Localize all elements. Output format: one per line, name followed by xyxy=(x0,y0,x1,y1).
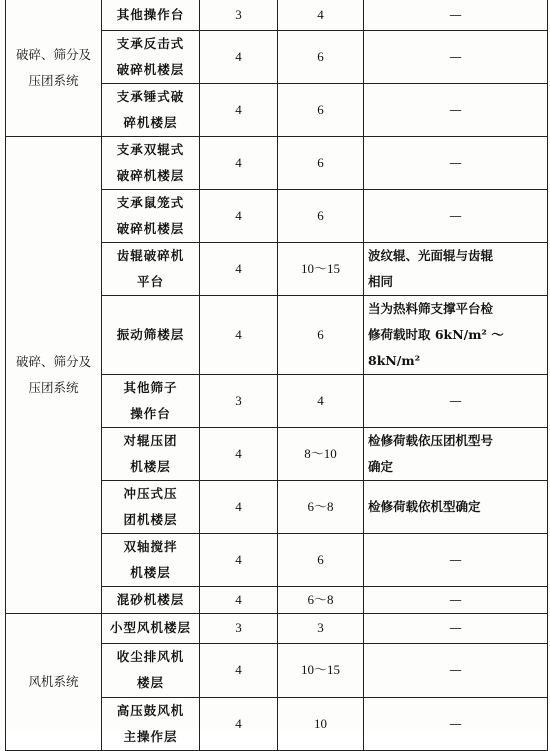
value-a-cell xyxy=(200,295,278,374)
system-group-cell xyxy=(6,613,102,750)
value-a-cell-text: 4 xyxy=(235,207,242,223)
load-spec-table xyxy=(5,0,548,751)
location-cell xyxy=(102,374,200,427)
location-cell-text: 高压鼓风机 主操作层 xyxy=(116,702,185,744)
location-cell-text: 冲压式压 团机楼层 xyxy=(123,485,178,527)
value-b-cell-text: 6 xyxy=(317,207,324,223)
location-cell-text: 其他筛子 操作台 xyxy=(123,379,178,421)
value-b-cell xyxy=(278,427,364,480)
system-name: 破碎、筛分及 压团系统 xyxy=(15,46,91,88)
note-cell xyxy=(364,0,548,30)
note-cell-text: — xyxy=(449,392,462,408)
value-a-cell xyxy=(200,242,278,295)
value-b-cell-text: 10 xyxy=(314,715,327,731)
note-cell xyxy=(364,374,548,427)
value-a-cell xyxy=(200,613,278,643)
note-cell-text: 检修荷载依机型确定 xyxy=(368,498,481,514)
location-cell xyxy=(102,189,200,242)
value-b-cell-text: 10～15 xyxy=(300,260,340,276)
note-cell xyxy=(364,30,548,83)
table-row xyxy=(6,613,548,643)
note-cell xyxy=(364,697,548,750)
value-b-cell-text: 6 xyxy=(317,48,324,64)
note-cell xyxy=(364,613,548,643)
value-b-cell-text: 4 xyxy=(317,6,324,22)
note-cell xyxy=(364,643,548,697)
note-cell-text: — xyxy=(449,154,462,170)
location-cell xyxy=(102,427,200,480)
location-cell-text: 支承双辊式 破碎机楼层 xyxy=(116,141,185,183)
location-cell-text: 对辊压团 机楼层 xyxy=(123,432,178,474)
table-row xyxy=(6,136,548,189)
value-b-cell xyxy=(278,586,364,613)
system-group-cell xyxy=(6,0,102,136)
value-b-cell-text: 4 xyxy=(317,392,324,408)
location-cell-text: 支承锤式破 碎机楼层 xyxy=(116,88,185,130)
note-cell xyxy=(364,136,548,189)
value-a-cell-text: 4 xyxy=(235,551,242,567)
value-a-cell xyxy=(200,0,278,30)
value-a-cell-text: 4 xyxy=(235,326,242,342)
value-a-cell xyxy=(200,189,278,242)
note-cell-text: 当为热料筛支撑平台检 修荷载时取 6kN/m² ～ 8kN/m² xyxy=(368,300,504,368)
note-cell-text: — xyxy=(449,662,462,677)
value-b-cell xyxy=(278,189,364,242)
value-b-cell xyxy=(278,30,364,83)
value-b-cell-text: 6 xyxy=(317,326,324,342)
location-cell-text: 振动筛楼层 xyxy=(116,326,185,342)
location-cell-text: 齿辊破碎机 平台 xyxy=(116,247,185,289)
location-cell-text: 其他操作台 xyxy=(116,6,185,22)
location-cell-text: 小型风机楼层 xyxy=(109,620,191,635)
value-a-cell-text: 3 xyxy=(235,620,242,635)
table-body xyxy=(6,0,548,750)
value-b-cell-text: 6～8 xyxy=(307,591,334,607)
note-cell-text: — xyxy=(449,101,462,117)
value-a-cell-text: 4 xyxy=(235,154,242,170)
location-cell xyxy=(102,30,200,83)
location-cell xyxy=(102,295,200,374)
location-cell xyxy=(102,697,200,750)
note-cell xyxy=(364,427,548,480)
value-b-cell xyxy=(278,480,364,533)
value-b-cell xyxy=(278,242,364,295)
value-b-cell xyxy=(278,643,364,697)
value-a-cell-text: 4 xyxy=(235,101,242,117)
table-row xyxy=(6,0,548,30)
value-a-cell xyxy=(200,643,278,697)
value-b-cell xyxy=(278,0,364,30)
note-cell-text: — xyxy=(449,207,462,223)
value-a-cell xyxy=(200,586,278,613)
value-a-cell xyxy=(200,533,278,586)
note-cell-text: 波纹辊、光面辊与齿辊 相同 xyxy=(368,247,494,289)
note-cell-text: — xyxy=(449,551,462,567)
note-cell xyxy=(364,586,548,613)
value-a-cell xyxy=(200,480,278,533)
note-cell-text: — xyxy=(449,620,462,635)
value-a-cell-text: 4 xyxy=(235,260,242,276)
value-a-cell-text: 4 xyxy=(235,48,242,64)
value-b-cell-text: 6 xyxy=(317,101,324,117)
value-a-cell-text: 3 xyxy=(235,6,242,22)
location-cell-text: 混砂机楼层 xyxy=(116,591,185,607)
note-cell-text: — xyxy=(449,48,462,64)
location-cell xyxy=(102,533,200,586)
value-a-cell-text: 4 xyxy=(235,715,242,731)
location-cell xyxy=(102,242,200,295)
location-cell-text: 收尘排风机 楼层 xyxy=(116,649,185,690)
system-name: 风机系统 xyxy=(28,673,79,689)
value-b-cell xyxy=(278,136,364,189)
value-b-cell xyxy=(278,533,364,586)
note-cell-text: — xyxy=(449,6,462,22)
value-a-cell xyxy=(200,30,278,83)
value-b-cell-text: 6 xyxy=(317,154,324,170)
note-cell xyxy=(364,189,548,242)
note-cell xyxy=(364,242,548,295)
location-cell-text: 支承反击式 破碎机楼层 xyxy=(116,35,185,77)
value-b-cell-text: 6～8 xyxy=(307,498,334,514)
value-a-cell-text: 4 xyxy=(235,498,242,514)
location-cell xyxy=(102,586,200,613)
value-a-cell xyxy=(200,136,278,189)
value-a-cell-text: 4 xyxy=(235,591,242,607)
location-cell xyxy=(102,643,200,697)
location-cell xyxy=(102,480,200,533)
location-cell xyxy=(102,613,200,643)
value-b-cell xyxy=(278,374,364,427)
note-cell xyxy=(364,480,548,533)
location-cell-text: 支承鼠笼式 破碎机楼层 xyxy=(116,194,185,236)
value-b-cell-text: 8～10 xyxy=(304,445,337,461)
note-cell-text: 检修荷载依压团机型号 确定 xyxy=(368,432,494,474)
location-cell xyxy=(102,136,200,189)
note-cell-text: — xyxy=(449,715,462,731)
location-cell xyxy=(102,83,200,136)
note-cell xyxy=(364,83,548,136)
location-cell xyxy=(102,0,200,30)
value-a-cell-text: 3 xyxy=(235,392,242,408)
value-a-cell-text: 4 xyxy=(235,445,242,461)
value-a-cell xyxy=(200,374,278,427)
location-cell-text: 双轴搅拌 机楼层 xyxy=(123,538,178,580)
value-b-cell xyxy=(278,295,364,374)
value-a-cell xyxy=(200,697,278,750)
value-b-cell xyxy=(278,83,364,136)
note-cell xyxy=(364,533,548,586)
value-b-cell-text: 10～15 xyxy=(300,662,340,677)
note-cell xyxy=(364,295,548,374)
value-b-cell-text: 3 xyxy=(317,620,324,635)
value-b-cell xyxy=(278,697,364,750)
value-b-cell-text: 6 xyxy=(317,551,324,567)
value-b-cell xyxy=(278,613,364,643)
note-cell-text: — xyxy=(449,591,462,607)
system-name: 破碎、筛分及 压团系统 xyxy=(15,353,91,395)
system-group-cell xyxy=(6,136,102,613)
value-a-cell xyxy=(200,83,278,136)
value-a-cell xyxy=(200,427,278,480)
value-a-cell-text: 4 xyxy=(235,662,242,677)
